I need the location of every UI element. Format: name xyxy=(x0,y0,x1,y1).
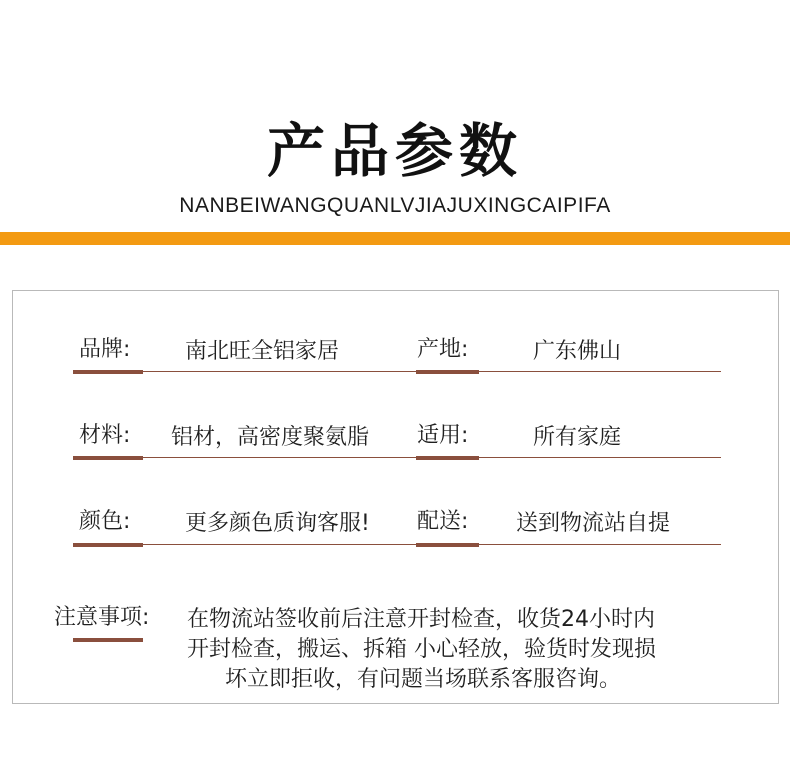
params-panel xyxy=(12,290,779,704)
brand-label: 品牌: xyxy=(79,337,131,362)
usage-label-underline xyxy=(416,456,479,460)
delivery-label: 配送: xyxy=(417,509,469,534)
color-label: 颜色: xyxy=(79,509,131,534)
color-label-underline xyxy=(73,543,143,547)
page-title: 产品参数 xyxy=(266,117,523,185)
material-label-underline xyxy=(73,456,143,460)
row-divider-1 xyxy=(73,371,721,372)
notes-line-2: 开封检查，搬运、拆箱 小心轻放，验货时发现损 xyxy=(187,637,656,662)
notes-label: 注意事项: xyxy=(54,605,150,630)
origin-label-underline xyxy=(416,370,479,374)
delivery-label-underline xyxy=(416,543,479,547)
row-divider-3 xyxy=(73,544,721,545)
material-value: 铝材，高密度聚氨脂 xyxy=(171,425,370,450)
origin-label: 产地: xyxy=(417,337,469,362)
page-subtitle: NANBEIWANGQUANLVJIAJUXINGCAIPIFA xyxy=(179,194,611,217)
origin-value: 广东佛山 xyxy=(533,339,622,364)
notes-label-underline xyxy=(73,638,143,642)
brand-value: 南北旺全铝家居 xyxy=(185,339,340,364)
usage-label: 适用: xyxy=(417,423,469,448)
brand-label-underline xyxy=(73,370,143,374)
notes-line-3: 坏立即拒收，有问题当场联系客服咨询。 xyxy=(225,667,622,692)
row-divider-2 xyxy=(73,457,721,458)
delivery-value: 送到物流站自提 xyxy=(516,511,671,536)
usage-value: 所有家庭 xyxy=(533,425,622,450)
material-label: 材料: xyxy=(79,423,131,448)
color-value: 更多颜色质询客服! xyxy=(185,511,370,536)
accent-bar xyxy=(0,232,790,245)
notes-line-1: 在物流站签收前后注意开封检查，收货24小时内 xyxy=(187,607,655,632)
